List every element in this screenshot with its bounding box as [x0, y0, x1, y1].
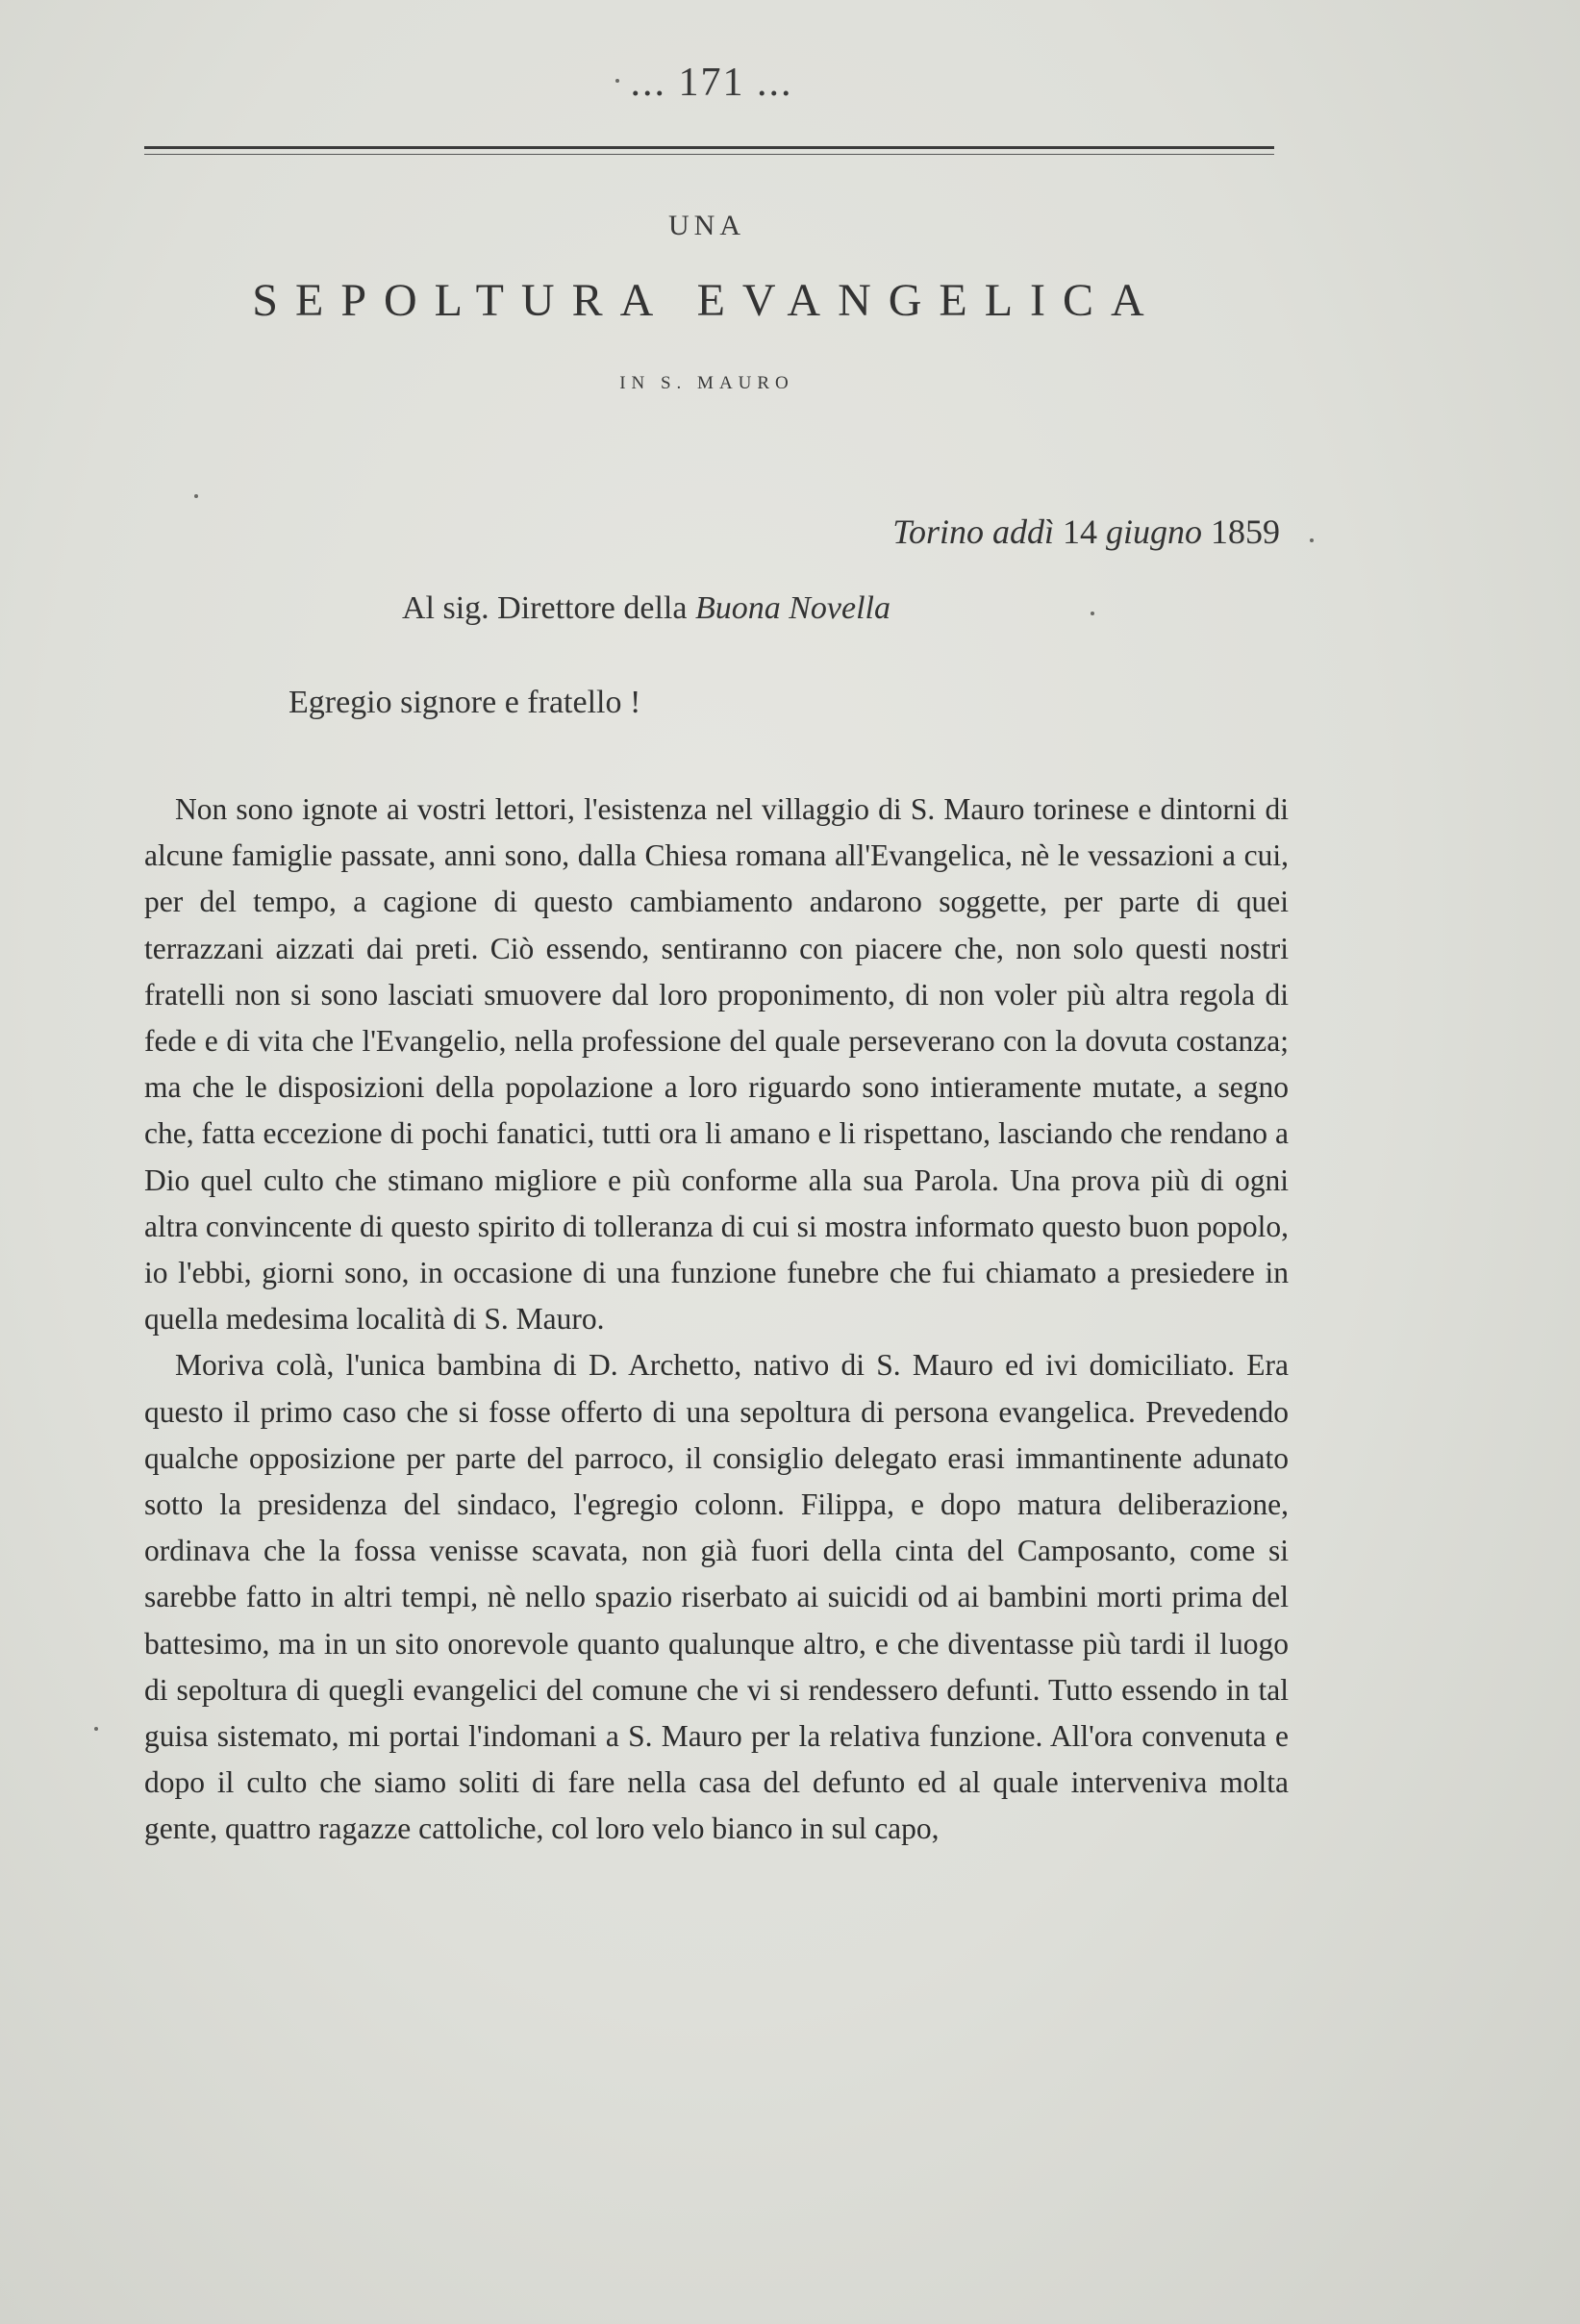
body-paragraph: Non sono ignote ai vostri lettori, l'esistenza nel villaggio di S. Mauro torinese e dintorni di alcune famiglie passate, anni sono, dalla Chiesa romana all'Evangelica, nè le vessazioni a cui, per del tempo, a cagione di questo cambiamento andarono soggette, per parte di quei terrazzani aizzati dai preti. Ciò essendo, sentiranno con piacere che, non solo questi nostri fratelli non si sono lasciati smuovere dal loro proponimento, di non voler più altra regola di fede e di vita che l'Evangelio, nella professione del quale perseverano con la dovuta costanza; ma che le disposizioni della popolazione a loro riguardo sono intieramente mutate, a segno che, fatta eccezione di pochi fanatici, tutti ora li amano e li rispettano, lasciando che rendano a Dio quel culto che stimano migliore e più conforme alla sua Parola. Una prova più di ogni altra convincente di questo spirito di tolleranza di cui si mostra informato questo buon popolo, io l'ebbi, giorni sono, in occasione di una funzione funebre che fui chiamato a presiedere in quella medesima località di S. Mauro.: [144, 792, 1289, 1337]
header-rule-thick: [144, 146, 1274, 149]
body-paragraph: Moriva colà, l'unica bambina di D. Archetto, nativo di S. Mauro ed ivi domiciliato. Era questo il primo caso che si fosse offerto di una sepoltura di persona evangelica. Prevedendo qualche opposizione per parte del parroco, il consiglio delegato erasi immantinente adunato sotto la presidenza del sindaco, l'egregio colonn. Filippa, e dopo matura deliberazione, ordinava che la fossa venisse scavata, non già fuori della cinta del Camposanto, come si sarebbe fatto in altri tempi, nè nello spazio riserbato ai suicidi od ai bambini morti prima del battesimo, ma in un sito onorevole quanto qualunque altro, e che diventasse più tardi il luogo di sepoltura di quegli evangelici del comune che vi si rendessero defunti. Tutto essendo in tal guisa sistemato, mi portai l'indomani a S. Mauro per la relativa funzione. All'ora convenuta e dopo il culto che siamo soliti di fare nella casa del defunto ed al quale interveniva molta gente, quattro ragazze cattoliche, col loro velo bianco in sul capo,: [144, 1348, 1289, 1846]
dateline-month: giugno: [1105, 512, 1202, 551]
dateline-day: 14: [1062, 512, 1097, 551]
addressee-journal: Buona Novella: [694, 590, 891, 626]
article-kicker: UNA: [668, 210, 745, 241]
page-number: ... 171 ...: [630, 61, 793, 105]
dateline-place: Torino addì: [892, 512, 1054, 551]
article-subtitle: IN S. MAURO: [619, 373, 794, 393]
dateline-year: 1859: [1211, 512, 1280, 551]
ink-speck: [94, 1727, 98, 1731]
ink-speck: [194, 494, 198, 498]
ink-speck: [1091, 612, 1094, 615]
ink-speck: [1310, 538, 1314, 542]
letter-body: [144, 787, 1289, 1853]
header-rule-thin: [144, 154, 1274, 155]
letter-greeting: Egregio signore e fratello !: [288, 685, 641, 720]
letter-dateline: [892, 512, 1280, 552]
letter-addressee: [402, 590, 890, 627]
addressee-prefix: Al sig. Direttore della: [402, 590, 688, 626]
ink-speck: [615, 79, 619, 83]
article-title: SEPOLTURA EVANGELICA: [252, 275, 1162, 326]
